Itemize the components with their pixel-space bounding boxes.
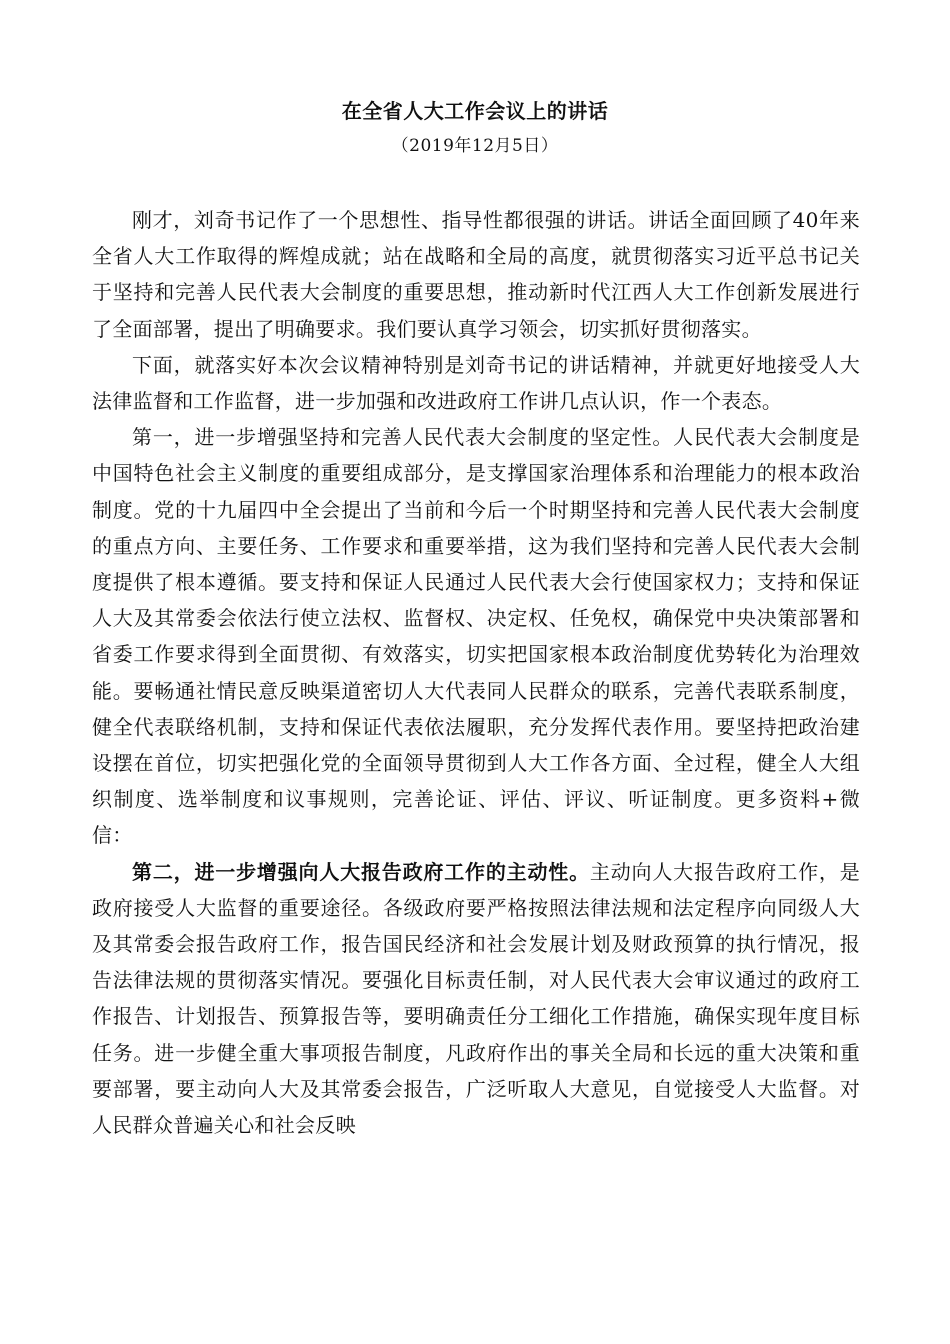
document-title: 在全省人大工作会议上的讲话 [341,99,609,123]
document-body [92,202,860,1143]
paragraph-text: 刚才，刘奇书记作了一个思想性、指导性都很强的讲话。讲话全面回顾了40年来全省人大工作取得的辉煌成就；站在战略和全局的高度，就贯彻落实习近平总书记关于坚持和完善人民代表大会制度的重要思想，推动新时代江西人大工作创新发展进行了全面部署，提出了明确要求。我们要认真学习领会，切实抓好贯彻落实。 [92,208,860,341]
paragraph-opening [92,202,860,347]
paragraph-point-one [92,419,860,853]
paragraph-lead-heading: 第二，进一步增强向人大报告政府工作的主动性。 [132,859,590,884]
paragraph-text: 第一，进一步增强坚持和完善人民代表大会制度的坚定性。人民代表大会制度是中国特色社会主义制度的重要组成部分，是支撑国家治理体系和治理能力的根本政治制度。党的十九届四中全会提出了当前和今后一个时期坚持和完善人民代表大会制度的重点方向、主要任务、工作要求和重要举措，这为我们坚持和完善人民代表大会制度提供了根本遵循。要支持和保证人民通过人民代表大会行使国家权力；支持和保证人大及其常委会依法行使立法权、监督权、决定权、任免权，确保党中央决策部署和省委工作要求得到全面贯彻、有效落实，切实把国家根本政治制度优势转化为治理效能。要畅通社情民意反映渠道密切人大代表同人民群众的联系，完善代表联系制度，健全代表联络机制，支持和保证代表依法履职，充分发挥代表作用。要坚持把政治建设摆在首位，切实把强化党的全面领导贯彻到人大工作各方面、全过程，健全人大组织制度、选举制度和议事规则，完善论证、评估、评议、听证制度。更多资料+微信： [92,425,860,848]
paragraph-text: 下面，就落实好本次会议精神特别是刘奇书记的讲话精神，并就更好地接受人大法律监督和工作监督，进一步加强和改进政府工作讲几点认识，作一个表态。 [92,352,860,414]
paragraph-text: 主动向人大报告政府工作，是政府接受人大监督的重要途径。各级政府要严格按照法律法规和法定程序向同级人大及其常委会报告政府工作，报告国民经济和社会发展计划及财政预算的执行情况，报告法律法规的贯彻落实情况。要强化目标责任制，对人民代表大会审议通过的政府工作报告、计划报告、预算报告等，要明确责任分工细化工作措施，确保实现年度目标任务。进一步健全重大事项报告制度，凡政府作出的事关全局和长远的重大决策和重要部署，要主动向人大及其常委会报告，广泛听取人大意见，自觉接受人大监督。对人民群众普遍关心和社会反映 [92,859,860,1138]
speech-date: （2019年12月5日） [391,136,559,156]
paragraph-point-two [92,854,860,1144]
paragraph-intro [92,347,860,419]
